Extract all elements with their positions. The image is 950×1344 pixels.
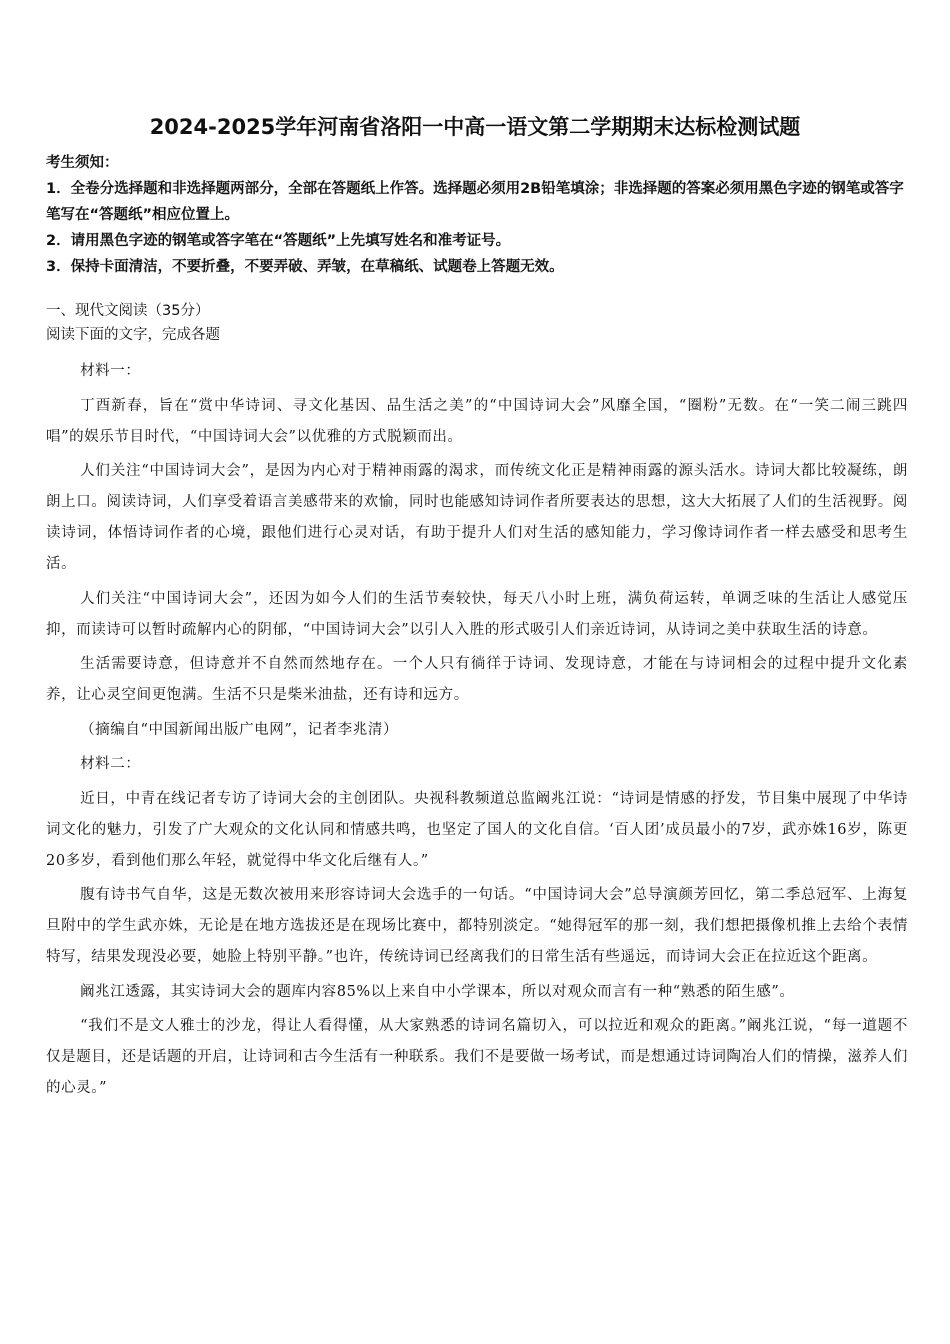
notice-item: 1．全卷分选择题和非选择题两部分，全部在答题纸上作答。选择题必须用2B铅笔填涂；非选择题的答案必须用黑色字迹的钢笔或答字笔写在“答题纸”相应位置上。 bbox=[46, 181, 904, 223]
section-header bbox=[46, 299, 908, 347]
section-title: 一、现代文阅读（35分） bbox=[46, 303, 210, 319]
notice-item: 3．保持卡面清洁，不要折叠，不要弄破、弄皱，在草稿纸、试题卷上答题无效。 bbox=[46, 259, 564, 275]
material-label: 材料二： bbox=[80, 756, 141, 772]
section-intro: 阅读下面的文字，完成各题 bbox=[46, 327, 220, 343]
notice-item: 2．请用黑色字迹的钢笔或答字笔在“答题纸”上先填写姓名和准考证号。 bbox=[46, 233, 511, 249]
paragraph: 人们关注“中国诗词大会”，是因为内心对于精神雨露的渴求，而传统文化正是精神雨露的源头活水。诗词大都比较凝练，朗朗上口。阅读诗词，人们享受着语言美感带来的欢愉，同时也能感知诗词作者所要表达的思想，这大大拓展了人们的生活视野。阅读诗词，体悟诗词作者的心境，跟他们进行心灵对话，有助于提升人们对生活的感知能力，学习像诗词作者一样去感受和思考生活。 bbox=[46, 463, 908, 572]
candidate-notice bbox=[46, 150, 908, 280]
paragraph: 近日，中青在线记者专访了诗词大会的主创团队。央视科教频道总监阚兆江说：“诗词是情感的抒发，节目集中展现了中华诗词文化的魅力，引发了广大观众的文化认同和情感共鸣，也坚定了国人的文化自信。‘百人团’成员最小的7岁，武亦姝16岁，陈更20多岁，看到他们那么年轻，就觉得中华文化后继有人。” bbox=[46, 790, 908, 869]
paragraph: “我们不是文人雅士的沙龙，得让人看得懂，从大家熟悉的诗词名篇切入，可以拉近和观众的距离。”阚兆江说，“每一道题不仅是题目，还是话题的开启，让诗词和古今生活有一种联系。我们不是要做一场考试，而是想通过诗词陶冶人们的情操，滋养人们的心灵。” bbox=[46, 1018, 908, 1096]
document-title: 2024-2025学年河南省洛阳一中高一语文第二学期期末达标检测试题 bbox=[149, 115, 801, 139]
paragraph: 生活需要诗意，但诗意并不自然而然地存在。一个人只有徜徉于诗词、发现诗意，才能在与诗词相会的过程中提升文化素养，让心灵空间更饱满。生活不只是柴米油盐，还有诗和远方。 bbox=[46, 656, 908, 703]
material-label: 材料一： bbox=[80, 363, 141, 379]
paragraph: 阚兆江透露，其实诗词大会的题库内容85%以上来自中小学课本，所以对观众而言有一种“熟悉的陌生感”。 bbox=[80, 983, 795, 1000]
notice-heading: 考生须知： bbox=[46, 155, 119, 171]
paragraph: 丁酉新春，旨在“赏中华诗词、寻文化基因、品生活之美”的“中国诗词大会”风靡全国，“圈粉”无数。在“一笑二闹三跳四唱”的娱乐节目时代，“中国诗词大会”以优雅的方式脱颖而出。 bbox=[46, 397, 908, 445]
reading-passage bbox=[46, 356, 908, 1108]
paragraph: 人们关注“中国诗词大会”，还因为如今人们的生活节奏较快，每天八小时上班，满负荷运转，单调乏味的生活让人感觉压抑，而读诗可以暂时疏解内心的阴郁，“中国诗词大会”以引人入胜的形式吸引人们亲近诗词，从诗词之美中获取生活的诗意。 bbox=[46, 590, 908, 638]
source-citation: （摘编自“中国新闻出版广电网”，记者李兆清） bbox=[80, 721, 399, 738]
paragraph: 腹有诗书气自华，这是无数次被用来形容诗词大会选手的一句话。“中国诗词大会”总导演颜芳回忆，第二季总冠军、上海复旦附中的学生武亦姝，无论是在地方选拔还是在现场比赛中，都特别淡定。“她得冠军的那一刻，我们想把摄像机推上去给个表情特写，结果发现没必要，她脸上特别平静。”也许，传统诗词已经离我们的日常生活有些遥远，而诗词大会正在拉近这个距离。 bbox=[46, 887, 908, 965]
